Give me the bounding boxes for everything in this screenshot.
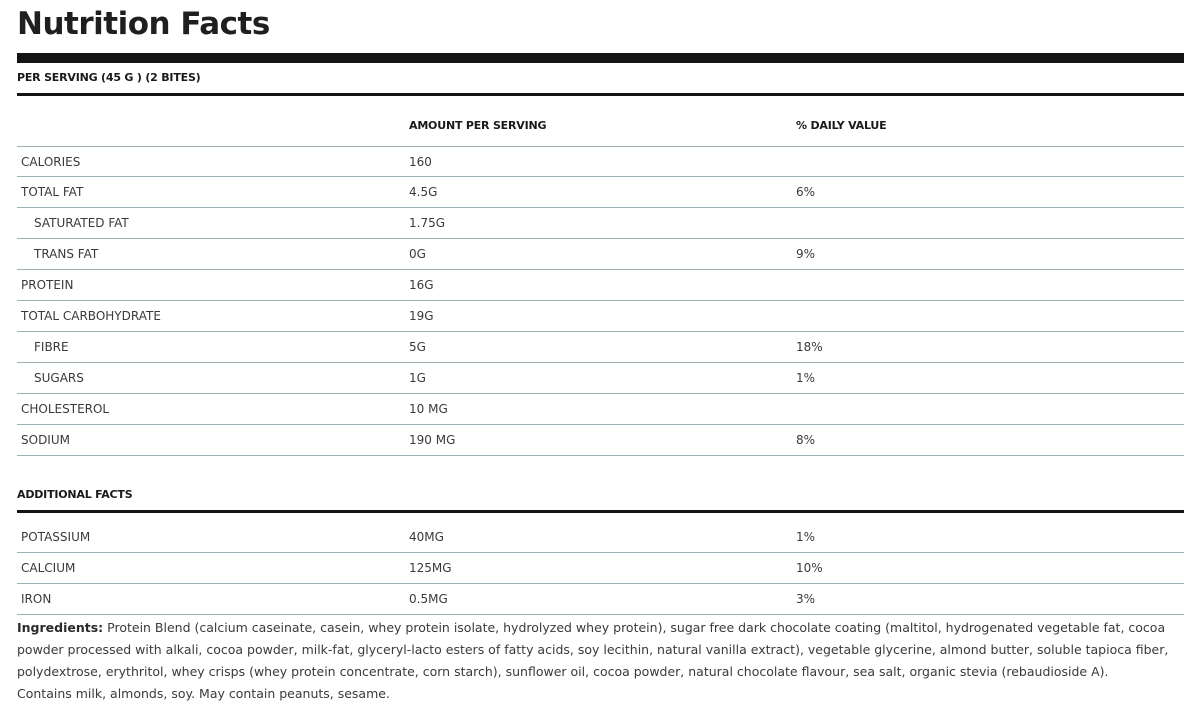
nutrient-label: SODIUM bbox=[21, 433, 70, 447]
nutrient-amount: 190 MG bbox=[409, 433, 456, 447]
nutrient-daily-value: 18% bbox=[796, 340, 823, 354]
table-row bbox=[17, 270, 1184, 301]
nutrient-amount: 1.75G bbox=[409, 216, 446, 230]
table-row bbox=[17, 177, 1184, 208]
nutrient-label: FIBRE bbox=[34, 340, 69, 354]
ingredients-list: Protein Blend (calcium caseinate, casein, whey protein isolate, hydrolyzed whey protein), sugar free dark chocolate coating (maltitol, hydrogenated vegetable fat, cocoa powder processed with alkali, cocoa powder, milk-fat, glyceryl-lacto esters of fatty acids, soy lecithin, natural vanilla extract), vegetable glycerine, almond butter, soluble tapioca fiber, polydextrose, erythritol, whey crisps (whey protein concentrate, corn starch), sunflower oil, cocoa powder, natural chocolate flavour, sea salt, organic stevia (rebaudioside A). bbox=[17, 620, 1169, 679]
nutrient-amount: 16G bbox=[409, 278, 434, 292]
nutrient-amount: 1G bbox=[409, 371, 426, 385]
nutrient-daily-value: 8% bbox=[796, 433, 816, 447]
nutrient-daily-value: 10% bbox=[796, 561, 823, 575]
table-row bbox=[17, 363, 1184, 394]
nutrient-label: IRON bbox=[21, 592, 52, 606]
nutrient-amount: 40MG bbox=[409, 530, 444, 544]
table-row bbox=[17, 584, 1184, 615]
title-divider bbox=[17, 53, 1184, 63]
nutrient-label: TOTAL FAT bbox=[21, 185, 84, 199]
nutrient-label: POTASSIUM bbox=[21, 530, 91, 544]
ingredients-text bbox=[17, 617, 1177, 683]
nutrient-label: CALORIES bbox=[21, 155, 81, 169]
nutrient-label: PROTEIN bbox=[21, 278, 74, 292]
nutrient-daily-value: 6% bbox=[796, 185, 816, 199]
nutrient-label: TOTAL CARBOHYDRATE bbox=[21, 309, 161, 323]
nutrient-amount: 0G bbox=[409, 247, 426, 261]
additional-facts-title: ADDITIONAL FACTS bbox=[17, 488, 133, 501]
table-row bbox=[17, 553, 1184, 584]
table-row bbox=[17, 239, 1184, 270]
amount-header: AMOUNT PER SERVING bbox=[409, 119, 547, 132]
table-row bbox=[17, 208, 1184, 239]
serving-size: PER SERVING (45 G ) (2 BITES) bbox=[17, 71, 201, 84]
nutrient-label: TRANS FAT bbox=[34, 247, 99, 261]
ingredients-label: Ingredients: bbox=[17, 620, 104, 635]
nutrient-amount: 160 bbox=[409, 155, 432, 169]
serving-divider bbox=[17, 93, 1184, 96]
nutrient-daily-value: 1% bbox=[796, 530, 816, 544]
nutrient-amount: 0.5MG bbox=[409, 592, 448, 606]
nutrient-daily-value: 3% bbox=[796, 592, 816, 606]
nutrient-amount: 10 MG bbox=[409, 402, 448, 416]
nutrient-label: SUGARS bbox=[34, 371, 84, 385]
table-row bbox=[17, 394, 1184, 425]
table-row bbox=[17, 425, 1184, 456]
nutrient-amount: 5G bbox=[409, 340, 426, 354]
nutrient-amount: 125MG bbox=[409, 561, 452, 575]
table-row bbox=[17, 301, 1184, 332]
nutrient-amount: 4.5G bbox=[409, 185, 438, 199]
daily-value-header: % DAILY VALUE bbox=[796, 119, 887, 132]
nutrient-label: CALCIUM bbox=[21, 561, 76, 575]
additional-facts-divider bbox=[17, 510, 1184, 513]
table-row bbox=[17, 332, 1184, 363]
nutrient-daily-value: 1% bbox=[796, 371, 816, 385]
page-title: Nutrition Facts bbox=[17, 6, 270, 42]
nutrient-daily-value: 9% bbox=[796, 247, 816, 261]
nutrient-label: CHOLESTEROL bbox=[21, 402, 110, 416]
allergen-statement: Contains milk, almonds, soy. May contain peanuts, sesame. bbox=[17, 686, 390, 701]
table-row bbox=[17, 522, 1184, 553]
nutrient-amount: 19G bbox=[409, 309, 434, 323]
nutrient-label: SATURATED FAT bbox=[34, 216, 129, 230]
table-row bbox=[17, 146, 1184, 177]
